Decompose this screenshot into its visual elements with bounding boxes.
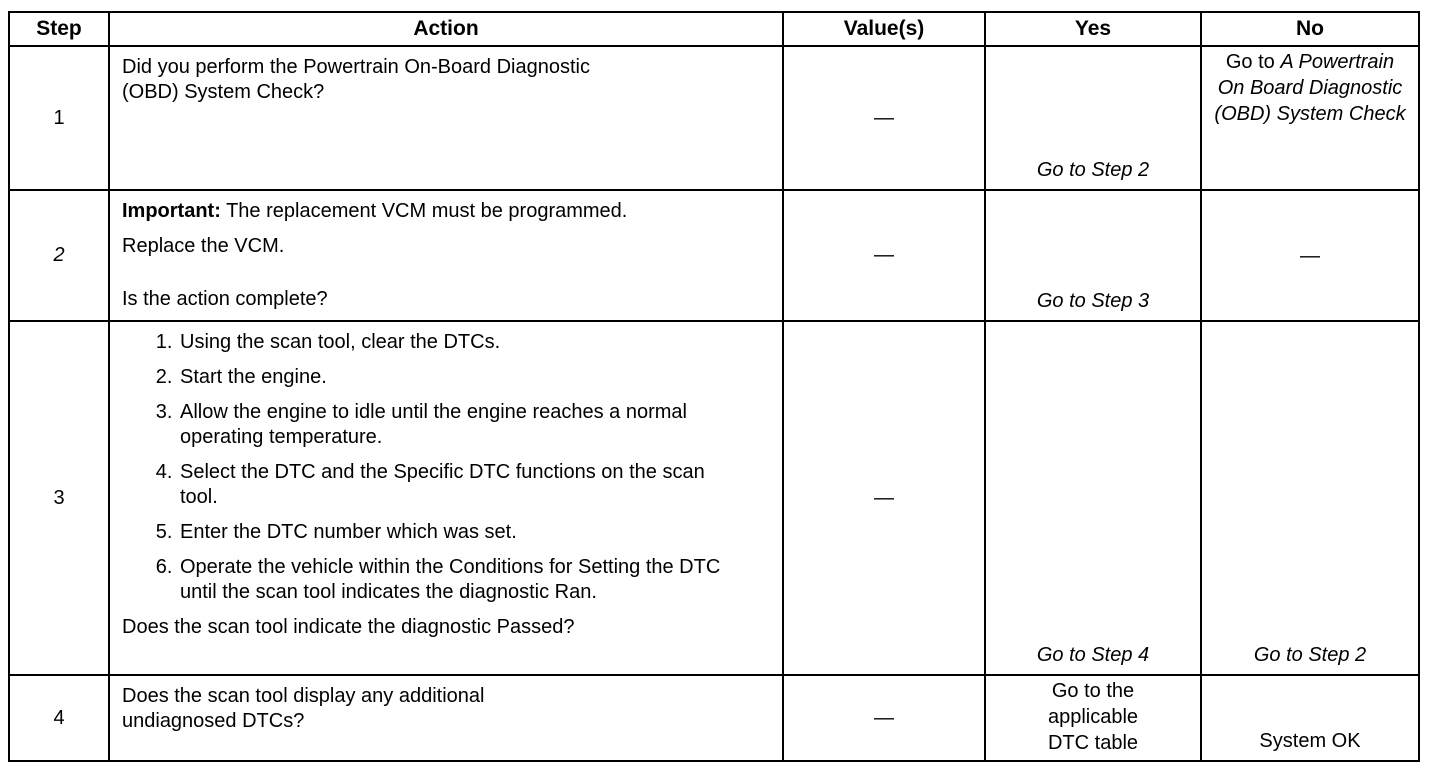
yes-cell xyxy=(985,321,1201,675)
diagnostic-table xyxy=(8,11,1420,762)
header-values: Value(s) xyxy=(783,12,985,46)
yes-cell xyxy=(985,675,1201,761)
table-row xyxy=(9,675,1419,761)
value-cell xyxy=(783,675,985,761)
table-row xyxy=(9,46,1419,190)
action-cell xyxy=(109,675,783,761)
no-cell xyxy=(1201,321,1419,675)
no-prefix: Go to xyxy=(1225,51,1281,73)
action-question: Is the action complete? xyxy=(122,288,328,310)
action-line: Replace the VCM. xyxy=(122,235,285,257)
value-cell xyxy=(783,321,985,675)
table-row xyxy=(9,321,1419,675)
action-cell xyxy=(109,46,783,190)
procedure-item: 2. Start the engine. xyxy=(178,365,770,390)
yes-link[interactable]: Go to Step 2 xyxy=(1036,159,1150,181)
value-cell xyxy=(783,190,985,321)
header-row xyxy=(9,12,1419,46)
important-note xyxy=(122,199,770,224)
yes-link[interactable]: Go to Step 3 xyxy=(1036,290,1150,312)
no-dash: — xyxy=(1300,244,1320,267)
no-cell xyxy=(1201,190,1419,321)
no-result: System OK xyxy=(1259,730,1361,752)
yes-cell xyxy=(985,46,1201,190)
table-row xyxy=(9,190,1419,321)
no-link[interactable]: Go to Step 2 xyxy=(1253,644,1367,666)
header-no: No xyxy=(1201,12,1419,46)
action-text: Did you perform the Powertrain On-Board Diagnostic (OBD) System Check? xyxy=(122,56,590,103)
step-number: 4 xyxy=(9,675,109,761)
action-cell xyxy=(109,321,783,675)
procedure-item: 4. Select the DTC and the Specific DTC functions on the scan tool. xyxy=(178,460,770,510)
header-step: Step xyxy=(9,12,109,46)
header-yes: Yes xyxy=(985,12,1201,46)
value-dash: — xyxy=(874,106,894,129)
value-cell xyxy=(783,46,985,190)
value-dash: — xyxy=(874,486,894,509)
no-cell xyxy=(1201,46,1419,190)
step-number: 2 xyxy=(9,190,109,321)
yes-cell xyxy=(985,190,1201,321)
procedure-list xyxy=(122,330,770,605)
action-question: Does the scan tool indicate the diagnostic Passed? xyxy=(122,616,575,638)
step-number: 1 xyxy=(9,46,109,190)
yes-link[interactable]: Go to the applicable DTC table xyxy=(1047,680,1139,754)
no-link[interactable]: A Powertrain On Board Diagnostic (OBD) System Check xyxy=(1214,51,1406,125)
header-action: Action xyxy=(109,12,783,46)
procedure-item: 5. Enter the DTC number which was set. xyxy=(178,520,770,545)
action-text: Does the scan tool display any additional undiagnosed DTCs? xyxy=(122,685,485,732)
no-cell xyxy=(1201,675,1419,761)
procedure-item: 1. Using the scan tool, clear the DTCs. xyxy=(178,330,770,355)
yes-link[interactable]: Go to Step 4 xyxy=(1036,644,1150,666)
important-label: Important: xyxy=(122,200,221,222)
value-dash: — xyxy=(874,706,894,729)
value-dash: — xyxy=(874,244,894,266)
step-number: 3 xyxy=(9,321,109,675)
important-text: The replacement VCM must be programmed. xyxy=(220,200,628,222)
procedure-item: 6. Operate the vehicle within the Conditions for Setting the DTC until the scan tool indicates the diagnostic Ran. xyxy=(178,555,770,605)
procedure-item: 3. Allow the engine to idle until the engine reaches a normal operating temperature. xyxy=(178,400,770,450)
action-cell xyxy=(109,190,783,321)
